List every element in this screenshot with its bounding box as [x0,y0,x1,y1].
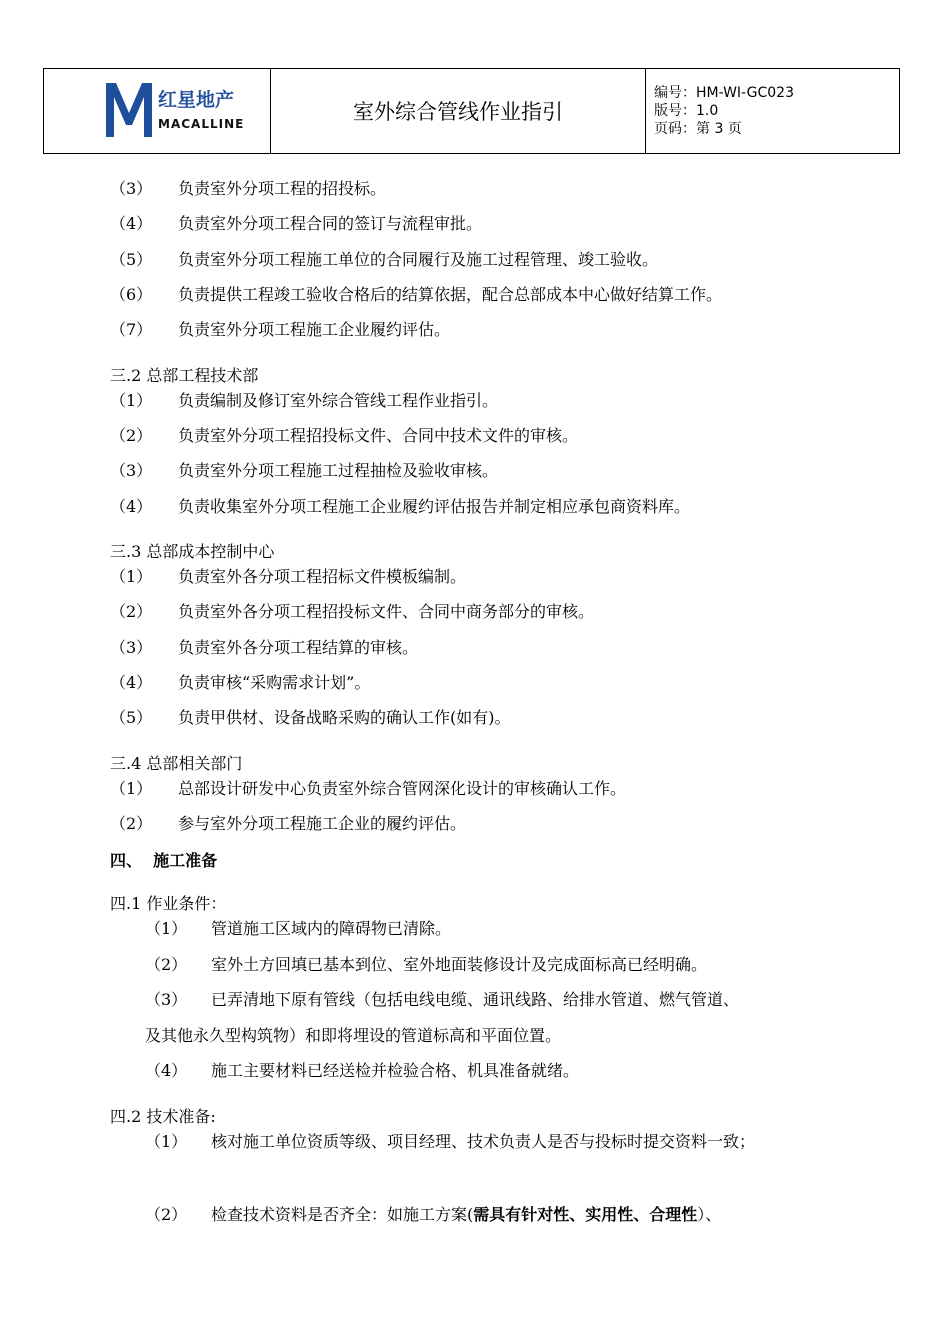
item-text: 已弄清地下原有管线（包括电线电缆、通讯线路、给排水管道、燃气管道、 [211,990,740,1009]
list-item-continuation: 及其他永久型构筑物）和即将埋设的管道标高和平面位置。 [145,1026,562,1045]
item-number: （3） [145,990,188,1009]
logo-english-text: MACALLINE [158,117,245,131]
chapter-heading: 四、 施工准备 [110,851,218,870]
item-number: （4） [110,673,153,692]
item-number: （6） [110,285,153,304]
document-header [43,68,900,154]
section-heading: 四.1 作业条件： [110,894,227,913]
item-number: （2） [110,426,153,445]
item-text: 负责室外分项工程施工过程抽检及验收审核。 [178,461,499,480]
list-item [110,497,691,517]
item-number: （1） [110,391,153,410]
item-number: （3） [110,461,153,480]
item-text: 核对施工单位资质等级、项目经理、技术负责人是否与投标时提交资料一致； [211,1132,756,1151]
item-number: （3） [110,179,153,198]
item-number: （4） [110,214,153,233]
item-number: （5） [110,708,153,727]
item-number: （4） [110,497,153,516]
doc-number: 编号：HM-WI-GC023 [654,85,794,101]
section-heading: 三.4 总部相关部门 [110,754,243,773]
list-item [145,955,708,975]
list-item [145,919,452,939]
item-text: 负责室外分项工程合同的签订与流程审批。 [178,214,483,233]
item-number: （1） [145,919,188,938]
list-item [110,602,595,622]
list-item [145,1205,722,1225]
item-number: （2） [110,602,153,621]
list-item [110,779,627,799]
item-text: 施工主要材料已经送检并检验合格、机具准备就绪。 [211,1061,580,1080]
page-number: 页码：第 3 页 [654,121,742,137]
list-item [110,426,579,446]
list-item [110,391,499,411]
list-item [110,285,723,305]
item-text: 负责室外各分项工程招标文件模板编制。 [178,567,467,586]
section-heading: 三.2 总部工程技术部 [110,366,259,385]
list-item [110,673,371,693]
section-heading: 四.2 技术准备: [110,1107,216,1126]
item-number: （1） [110,779,153,798]
list-item [145,990,740,1010]
item-text: 室外土方回填已基本到位、室外地面装修设计及完成面标高已经明确。 [211,955,708,974]
item-text-wrapper [211,1205,721,1225]
item-number: （4） [145,1061,188,1080]
item-number: （1） [110,567,153,586]
item-text: 负责室外各分项工程结算的审核。 [178,638,419,657]
item-text: 负责室外分项工程施工企业履约评估。 [178,320,451,339]
document-meta [646,69,899,153]
item-text: 参与室外分项工程施工企业的履约评估。 [178,814,467,833]
document-title: 室外综合管线作业指引 [271,69,646,153]
item-text: 负责室外分项工程的招投标。 [178,179,387,198]
item-number: （2） [145,1205,188,1224]
item-number: （2） [110,814,153,833]
item-text: 检查技术资料是否齐全：如施工方案( [211,1205,474,1224]
list-item [110,567,467,587]
list-item [110,814,467,834]
item-text: 负责审核“采购需求计划”。 [178,673,371,692]
list-item [145,1061,580,1081]
item-text: 负责提供工程竣工验收合格后的结算依据，配合总部成本中心做好结算工作。 [178,285,723,304]
item-text: 管道施工区域内的障碍物已清除。 [211,919,452,938]
list-item [110,461,499,481]
list-item [110,708,511,728]
item-text: 负责室外各分项工程招投标文件、合同中商务部分的审核。 [178,602,595,621]
item-text: 负责编制及修订室外综合管线工程作业指引。 [178,391,499,410]
list-item [110,320,451,340]
item-number: （5） [110,250,153,269]
item-number: （2） [145,955,188,974]
logo-m-mark [104,79,154,141]
list-item [110,179,387,199]
logo-chinese-text: 红星地产 [158,89,235,111]
item-text: 负责收集室外分项工程施工企业履约评估报告并制定相应承包商资料库。 [178,497,691,516]
item-text-tail: ）、 [697,1205,722,1224]
item-text: 负责甲供材、设备战略采购的确认工作(如有)。 [178,708,511,727]
item-number: （3） [110,638,153,657]
item-number: （1） [145,1132,188,1151]
company-logo [44,69,271,153]
item-text: 负责室外分项工程招投标文件、合同中技术文件的审核。 [178,426,579,445]
item-number: （7） [110,320,153,339]
section-heading: 三.3 总部成本控制中心 [110,542,275,561]
list-item [145,1132,756,1152]
item-text-bold: 需具有针对性、实用性、合理性 [473,1205,698,1224]
item-text: 负责室外分项工程施工单位的合同履行及施工过程管理、竣工验收。 [178,250,659,269]
doc-version: 版号：1.0 [654,103,719,119]
list-item [110,214,483,234]
item-text: 总部设计研发中心负责室外综合管网深化设计的审核确认工作。 [178,779,627,798]
list-item [110,250,659,270]
list-item [110,638,419,658]
